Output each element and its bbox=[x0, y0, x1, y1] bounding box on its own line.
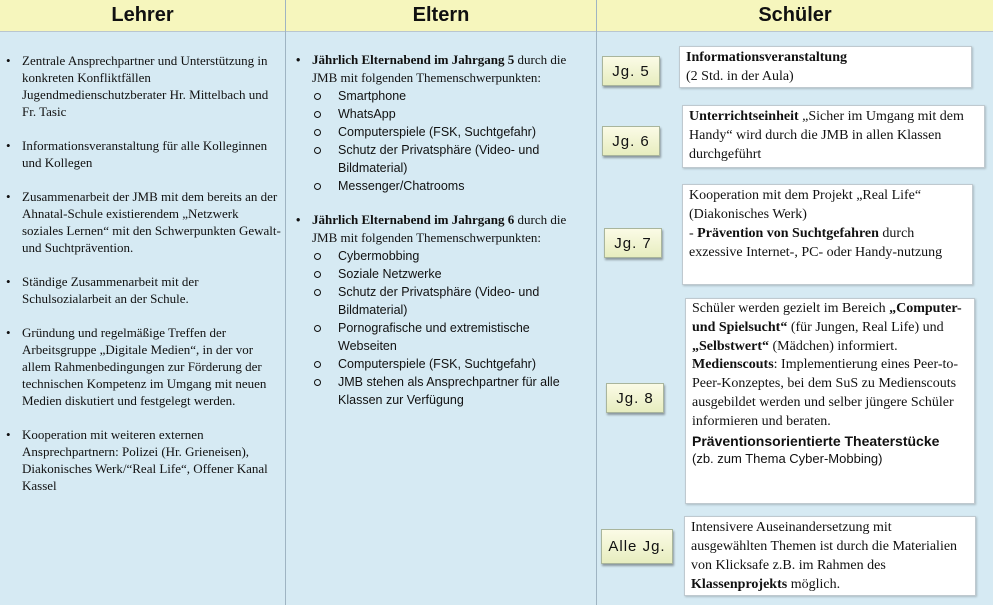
alle-bold: Klassenprojekts bbox=[691, 577, 788, 592]
lehrer-item: • Kooperation mit weiteren externen Ansprechpartnern: Polizei (Hr. Grieneisen), Diakonisches Werk/“Real Life“, Offener Kanal Kassel bbox=[0, 426, 282, 494]
jg8-label: Jg. 8 bbox=[606, 383, 664, 413]
column-eltern bbox=[286, 32, 596, 605]
eltern-block1-title: Jährlich Elternabend im Jahrgang 5 bbox=[312, 52, 515, 67]
jg8-p3title: Präventionsorientierte Theaterstücke bbox=[692, 432, 940, 449]
eltern-block1-list bbox=[312, 87, 586, 195]
list-item: Messenger/Chatrooms bbox=[312, 177, 586, 195]
jg8-p1a: Schüler werden gezielt im Bereich bbox=[692, 301, 890, 316]
list-item: JMB stehen als Ansprechpartner für alle Klassen zur Verfügung bbox=[312, 373, 586, 409]
jg7-box bbox=[682, 184, 973, 285]
jg5-label: Jg. 5 bbox=[602, 56, 660, 86]
jg5-title: Informationsveranstaltung bbox=[686, 50, 848, 65]
jg7-rest: durch exzessive Internet-, PC- oder Handy-nutzung bbox=[689, 226, 943, 260]
jg7-title: Prävention von Suchtgefahren bbox=[697, 226, 879, 241]
jg8-p2title: Medienscouts bbox=[692, 357, 774, 373]
jg7-label: Jg. 7 bbox=[604, 228, 662, 258]
jg8-p1e: (Mädchen) informiert. bbox=[769, 338, 898, 354]
eltern-block1-rest: durch die JMB mit folgenden Themenschwerpunkten: bbox=[312, 52, 567, 85]
jg8-p3text: (zb. zum Thema Cyber-Mobbing) bbox=[692, 451, 883, 467]
jg8-p1d: „Selbstwert“ bbox=[692, 338, 769, 354]
alle-label: Alle Jg. bbox=[601, 529, 673, 564]
list-item: WhatsApp bbox=[312, 105, 586, 123]
list-item: Computerspiele (FSK, Suchtgefahr) bbox=[312, 355, 586, 373]
jg8-p2text: : Implementierung eines Peer-to-Peer-Konzeptes, bei dem SuS zu Medienscouts ausgebildet werden und selber jüngere Schüler informieren und beraten. bbox=[692, 357, 959, 429]
jg6-text: „Sicher im Umgang mit dem Handy“ wird durch die JMB in allen Klassen durchgeführt bbox=[689, 109, 964, 162]
eltern-block2-rest: durch die JMB mit folgenden Themenschwerpunkten: bbox=[312, 212, 567, 245]
eltern-content bbox=[286, 51, 586, 409]
jg8-p1b: „Computer- und Spielsucht“ bbox=[692, 301, 962, 335]
alle-text1: Intensivere Auseinandersetzung mit ausgewählten Themen ist durch die Materialien von Klicksafe z.B. im Rahmen des bbox=[691, 520, 958, 573]
list-item: Schutz der Privatsphäre (Video- und Bildmaterial) bbox=[312, 141, 586, 177]
jg6-title: Unterrichtseinheit bbox=[689, 109, 799, 124]
eltern-block2-title: Jährlich Elternabend im Jahrgang 6 bbox=[312, 212, 515, 227]
jg5-text: (2 Std. in der Aula) bbox=[686, 69, 794, 84]
jg6-label: Jg. 6 bbox=[602, 126, 660, 156]
jg8-p1c: (für Jungen, Real Life) und bbox=[787, 319, 944, 335]
eltern-block-jg5 bbox=[286, 51, 586, 195]
header-lehrer: Lehrer bbox=[0, 0, 285, 32]
column-divider bbox=[285, 0, 286, 605]
list-item: Soziale Netzwerke bbox=[312, 265, 586, 283]
lehrer-item: • Zusammenarbeit der JMB mit dem bereits an der Ahnatal-Schule existierendem „Netzwerk soziales Lernen“ mit den Schwerpunkten Gewalt- und Suchtprävention. bbox=[0, 188, 282, 256]
lehrer-item: • Informationsveranstaltung für alle Kolleginnen und Kollegen bbox=[0, 137, 282, 171]
jg6-box bbox=[682, 105, 985, 168]
jg7-line1: Kooperation mit dem Projekt „Real Life“ (Diakonisches Werk) bbox=[689, 188, 922, 222]
list-item: Schutz der Privatsphäre (Video- und Bildmaterial) bbox=[312, 283, 586, 319]
header-eltern: Eltern bbox=[286, 0, 596, 32]
jg5-box bbox=[679, 46, 972, 88]
jg7-dash: - bbox=[689, 226, 698, 241]
column-lehrer bbox=[0, 32, 285, 605]
list-item: Computerspiele (FSK, Suchtgefahr) bbox=[312, 123, 586, 141]
column-schueler bbox=[597, 32, 993, 605]
header-schueler: Schüler bbox=[597, 0, 993, 32]
eltern-block-jg6 bbox=[286, 211, 586, 409]
jg8-box bbox=[685, 298, 975, 504]
lehrer-item: • Zentrale Ansprechpartner und Unterstützung in konkreten Konfliktfällen Jugendmedienschutzberater Hr. Mittelbach und Fr. Tasic bbox=[0, 52, 282, 120]
lehrer-list bbox=[0, 52, 282, 511]
list-item: Pornografische und extremistische Webseiten bbox=[312, 319, 586, 355]
lehrer-item: • Ständige Zusammenarbeit mit der Schulsozialarbeit an der Schule. bbox=[0, 273, 282, 307]
alle-box bbox=[684, 516, 976, 596]
column-divider bbox=[596, 0, 597, 605]
list-item: Cybermobbing bbox=[312, 247, 586, 265]
alle-text2: möglich. bbox=[787, 577, 841, 592]
list-item: Smartphone bbox=[312, 87, 586, 105]
lehrer-item: • Gründung und regelmäßige Treffen der Arbeitsgruppe „Digitale Medien“, in der vor allem Rahmenbedingungen zur Förderung der technischen Kompetenz im Umgang mit neuen Medien diskutiert und festgelegt werden. bbox=[0, 324, 282, 409]
eltern-block2-list bbox=[312, 247, 586, 409]
